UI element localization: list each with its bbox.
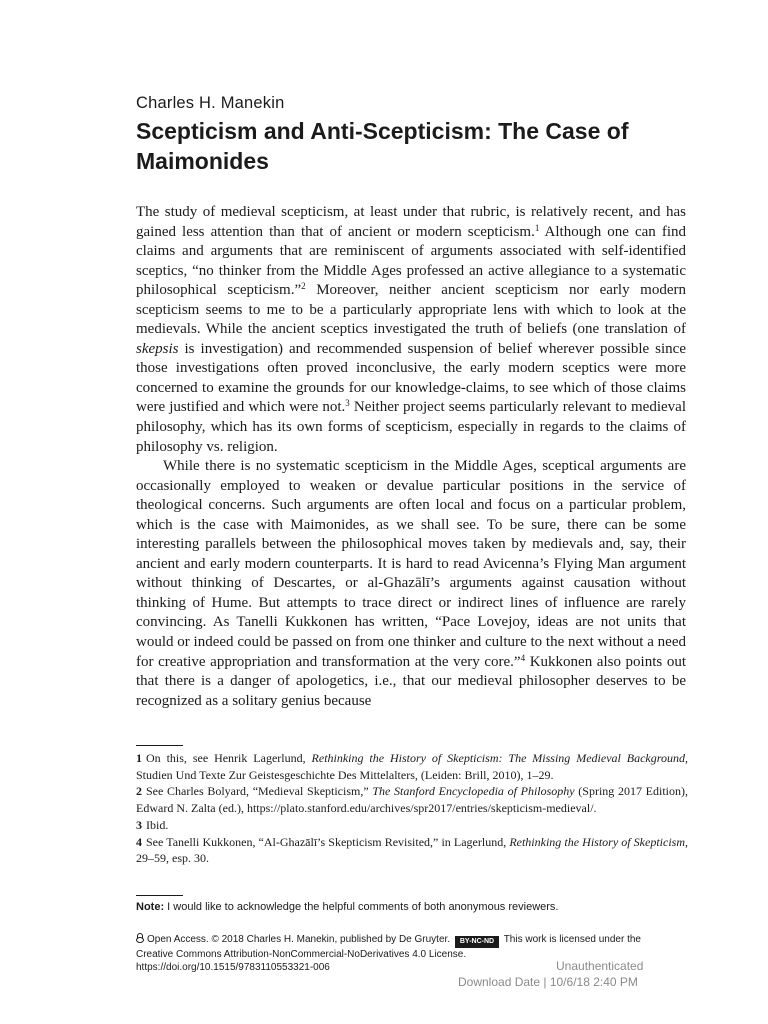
license-line-2: Creative Commons Attribution-NonCommercial-NoDerivatives 4.0 License. — [136, 949, 467, 960]
license-line-1: Open Access. © 2018 Charles H. Manekin, published by De Gruyter. BY-NC-ND This work is licensed under the — [136, 933, 696, 948]
open-access-lock-icon — [136, 933, 144, 943]
footnotes — [136, 750, 688, 867]
footnote-ref-4[interactable]: 4 — [520, 652, 526, 663]
footnote-2: 2 See Charles Bolyard, “Medieval Skepticism,” The Stanford Encyclopedia of Philosophy (Spring 2017 Edition), Edward N. Zalta (ed.), https://plato.stanford.edu/archives/spr2017/entries/skepticism-medieval/. — [136, 784, 689, 816]
footnote-3: 3 Ibid. — [136, 817, 169, 832]
acknowledgement-note: Note: I would like to acknowledge the helpful comments of both anonymous reviewers. — [136, 901, 559, 913]
doi-link[interactable]: https://doi.org/10.1515/9783110553321-006 — [136, 962, 330, 974]
note-divider — [136, 895, 183, 896]
cc-license-badge[interactable]: BY-NC-ND — [455, 936, 499, 948]
paragraph-2: While there is no systematic scepticism in the Middle Ages, sceptical arguments are occasionally employed to weaken or devalue particular positions in the service of theological concerns. Such arguments are often local and focus on a particular problem, which is the case with Maimonides, as we shall see. To be sure, there can be some interesting parallels between the philosophical moves taken by medievals and, say, their ancient and early modern counterparts. It is hard to read Avicenna’s Flying Man argument without thinking of Descartes, or al-Ghazālī’s arguments against causation without thinking of Hume. But attempts to trace direct or indirect lines of influence are rarely convincing. As Tanelli Kukkonen has written, “Pace Lovejoy, ideas are not units that would or indeed could be passed on from one thinker and culture to the next without a need for creative appropriation and transformation at the very core.”$^4$ Kukkonen also points out that there is a danger of apologetics, i.e., that our medieval philosopher deserves to be recognized as a solitary genius because — [136, 458, 687, 709]
article-title: Scepticism and Anti-Scepticism: The Case of Maimonides — [136, 118, 629, 174]
footnote-ref-1[interactable]: 1 — [534, 222, 540, 233]
footnote-4: 4 See Tanelli Kukkonen, “Al-Ghazālī’s Skepticism Revisited,” in Lagerlund, Rethinking the History of Skepticism, 29–59, esp. 30. — [136, 834, 688, 866]
author-name: Charles H. Manekin — [136, 94, 285, 112]
paragraph-1: The study of medieval scepticism, at least under that rubric, is relatively recent, and has gained less attention than that of ancient or modern scepticism.$^1$ Although one can find claims and arguments that are reminiscent of arguments associated with self-identified sceptics, “no thinker from the Middle Ages professed an active allegiance to a systematic philosophical scepticism.”$^2$ Moreover, neither ancient scepticism nor early modern scepticism seems to me to be a particularly appropriate lens with which to look at the medievals. While the ancient sceptics investigated the truth of beliefs (one translation of skepsis is investigation) and recommended suspension of belief wherever possible since those investigations often proved inconclusive, the early modern sceptics were more concerned to examine the grounds for our knowledge-claims, to see which of those claims were justified and which were not.$^3$ Neither project seems particularly relevant to medieval philosophy, which has its own forms of scepticism, especially in regards to the claims of philosophy vs. religion. — [136, 204, 686, 455]
footnote-1: 1 On this, see Henrik Lagerlund, Rethinking the History of Skepticism: The Missing Medieval Background, Studien Und Texte Zur Geistesgeschichte Des Mittelalters, (Leiden: Brill, 2010), 1–29. — [136, 751, 688, 782]
footnote-ref-3[interactable]: 3 — [345, 398, 350, 409]
watermark-unauthenticated: Unauthenticated — [556, 959, 644, 973]
footnote-ref-2[interactable]: 2 — [301, 281, 306, 292]
watermark-download-date: Download Date | 10/6/18 2:40 PM — [458, 975, 638, 989]
article-body — [136, 203, 686, 711]
footnote-divider — [136, 745, 183, 746]
